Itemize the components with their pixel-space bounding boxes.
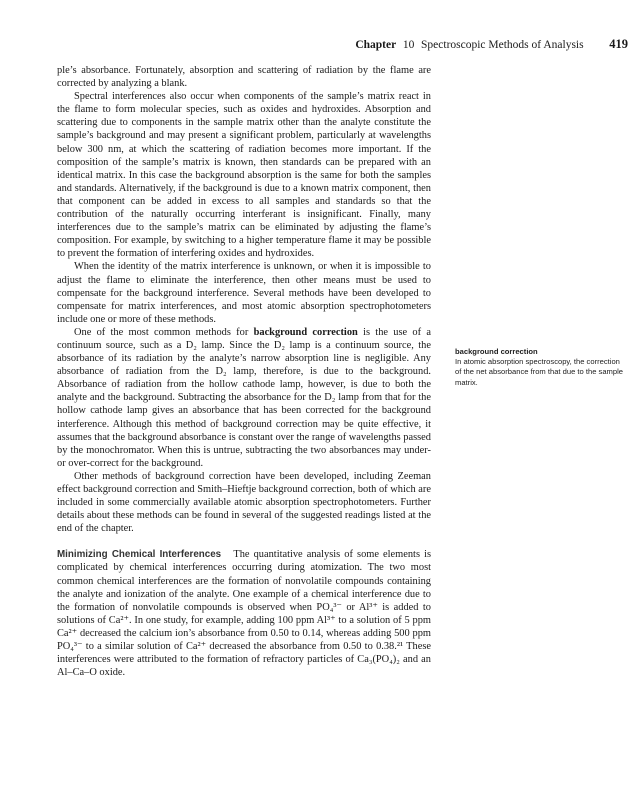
body-text (57, 64, 431, 679)
paragraph-1: ple’s absorbance. Fortunately, absorption and scattering of radiation by the flame are corrected by analyzing a blank. (57, 65, 431, 90)
chapter-title: Spectroscopic Methods of Analysis (421, 39, 584, 51)
page-number: 419 (609, 37, 628, 51)
paragraph-5: Other methods of background correction have been developed, including Zeeman effect background correction and Smith–Hieftje background correction, both of which are included in some commercially available atomic absorption spectrophotometers. Further details about these methods can be found in several of the suggested readings listed at the end of the chapter. (57, 470, 431, 535)
section-heading: Minimizing Chemical Interferences (57, 549, 222, 561)
chapter-number: 10 (402, 39, 415, 51)
margin-note (455, 347, 625, 388)
paragraph-4: One of the most common methods for background correction is the use of a continuum source, such as a D₂ lamp. Since the D₂ lamp is a continuum source, the absorbance of its radiation by the analyte’s narrow absorption line is negligible. Any absorbance of radiation from the D₂ lamp, therefore, is due to the background. Absorbance of radiation from the hollow cathode lamp, however, is due to both the analyte and the background. Subtracting the absorbance for the D₂ lamp from that for the hollow cathode lamp gives an absorbance that has been corrected for the background interference. Although this method of background correction may be quite effective, it assumes that the background absorbance is constant over the range of wavelengths passed by the monochromator. When this is untrue, subtracting the two absorbances may under- or over-correct for the background. (57, 326, 431, 469)
margin-note-term: background correction (455, 347, 538, 356)
paragraph-2: Spectral interferences also occur when components of the sample’s matrix react in the flame to form molecular species, such as oxides and hydroxides. Absorption and scattering due to components in the sample matrix other than the analyte constitute the sample’s background and may present a significant problem, particularly at wavelengths below 300 nm, at which the scattering of radiation becomes more important. If the composition of the sample’s matrix is known, then standards can be prepared with an identical matrix. In this case the background absorption is the same for both the samples and standards. Alternatively, if the background is due to a known matrix component, then that component can be added in excess to all samples and standards so that the contribution of the naturally occurring interferant is insignificant. Finally, many interferences due to the sample’s matrix can be eliminated by adjusting the flame’s composition. For example, by switching to a higher temperature flame it may be possible to prevent the formation of interfering oxides and hydroxides. (57, 91, 431, 260)
paragraph-6: Minimizing Chemical Interferences The quantitative analysis of some elements is complicated by chemical interferences occurring during atomization. The two most common chemical interferences are the formation of nonvolatile compounds containing the analyte and ionization of the analyte. One example of a chemical interference due to the formation of nonvolatile compounds is observed when PO₄³⁻ or Al³⁺ is added to solutions of Ca²⁺. In one study, for example, adding 100 ppm Al³⁺ to a solution of 5 ppm Ca²⁺ decreased the calcium ion’s absorbance from 0.50 to 0.14, whereas adding 500 ppm PO₄³⁻ to a similar solution of Ca²⁺ decreased the absorbance from 0.50 to 0.38.²¹ These interferences were attributed to the formation of refractory particles of Ca₃(PO₄)₂ and an Al–Ca–O oxide. (57, 549, 431, 679)
paragraph-3: When the identity of the matrix interference is unknown, or when it is impossible to adjust the flame to eliminate the interference, then other means must be used to compensate for the background interference. Several methods have been developed to compensate for matrix interferences, and most atomic absorption spectrophotometers include one or more of these methods. (57, 261, 431, 325)
chapter-label: Chapter (355, 39, 397, 51)
running-header (320, 37, 628, 53)
margin-note-definition: In atomic absorption spectroscopy, the correction of the net absorbance from that due to the sample matrix. (455, 357, 624, 387)
key-term: background correction (253, 326, 358, 338)
